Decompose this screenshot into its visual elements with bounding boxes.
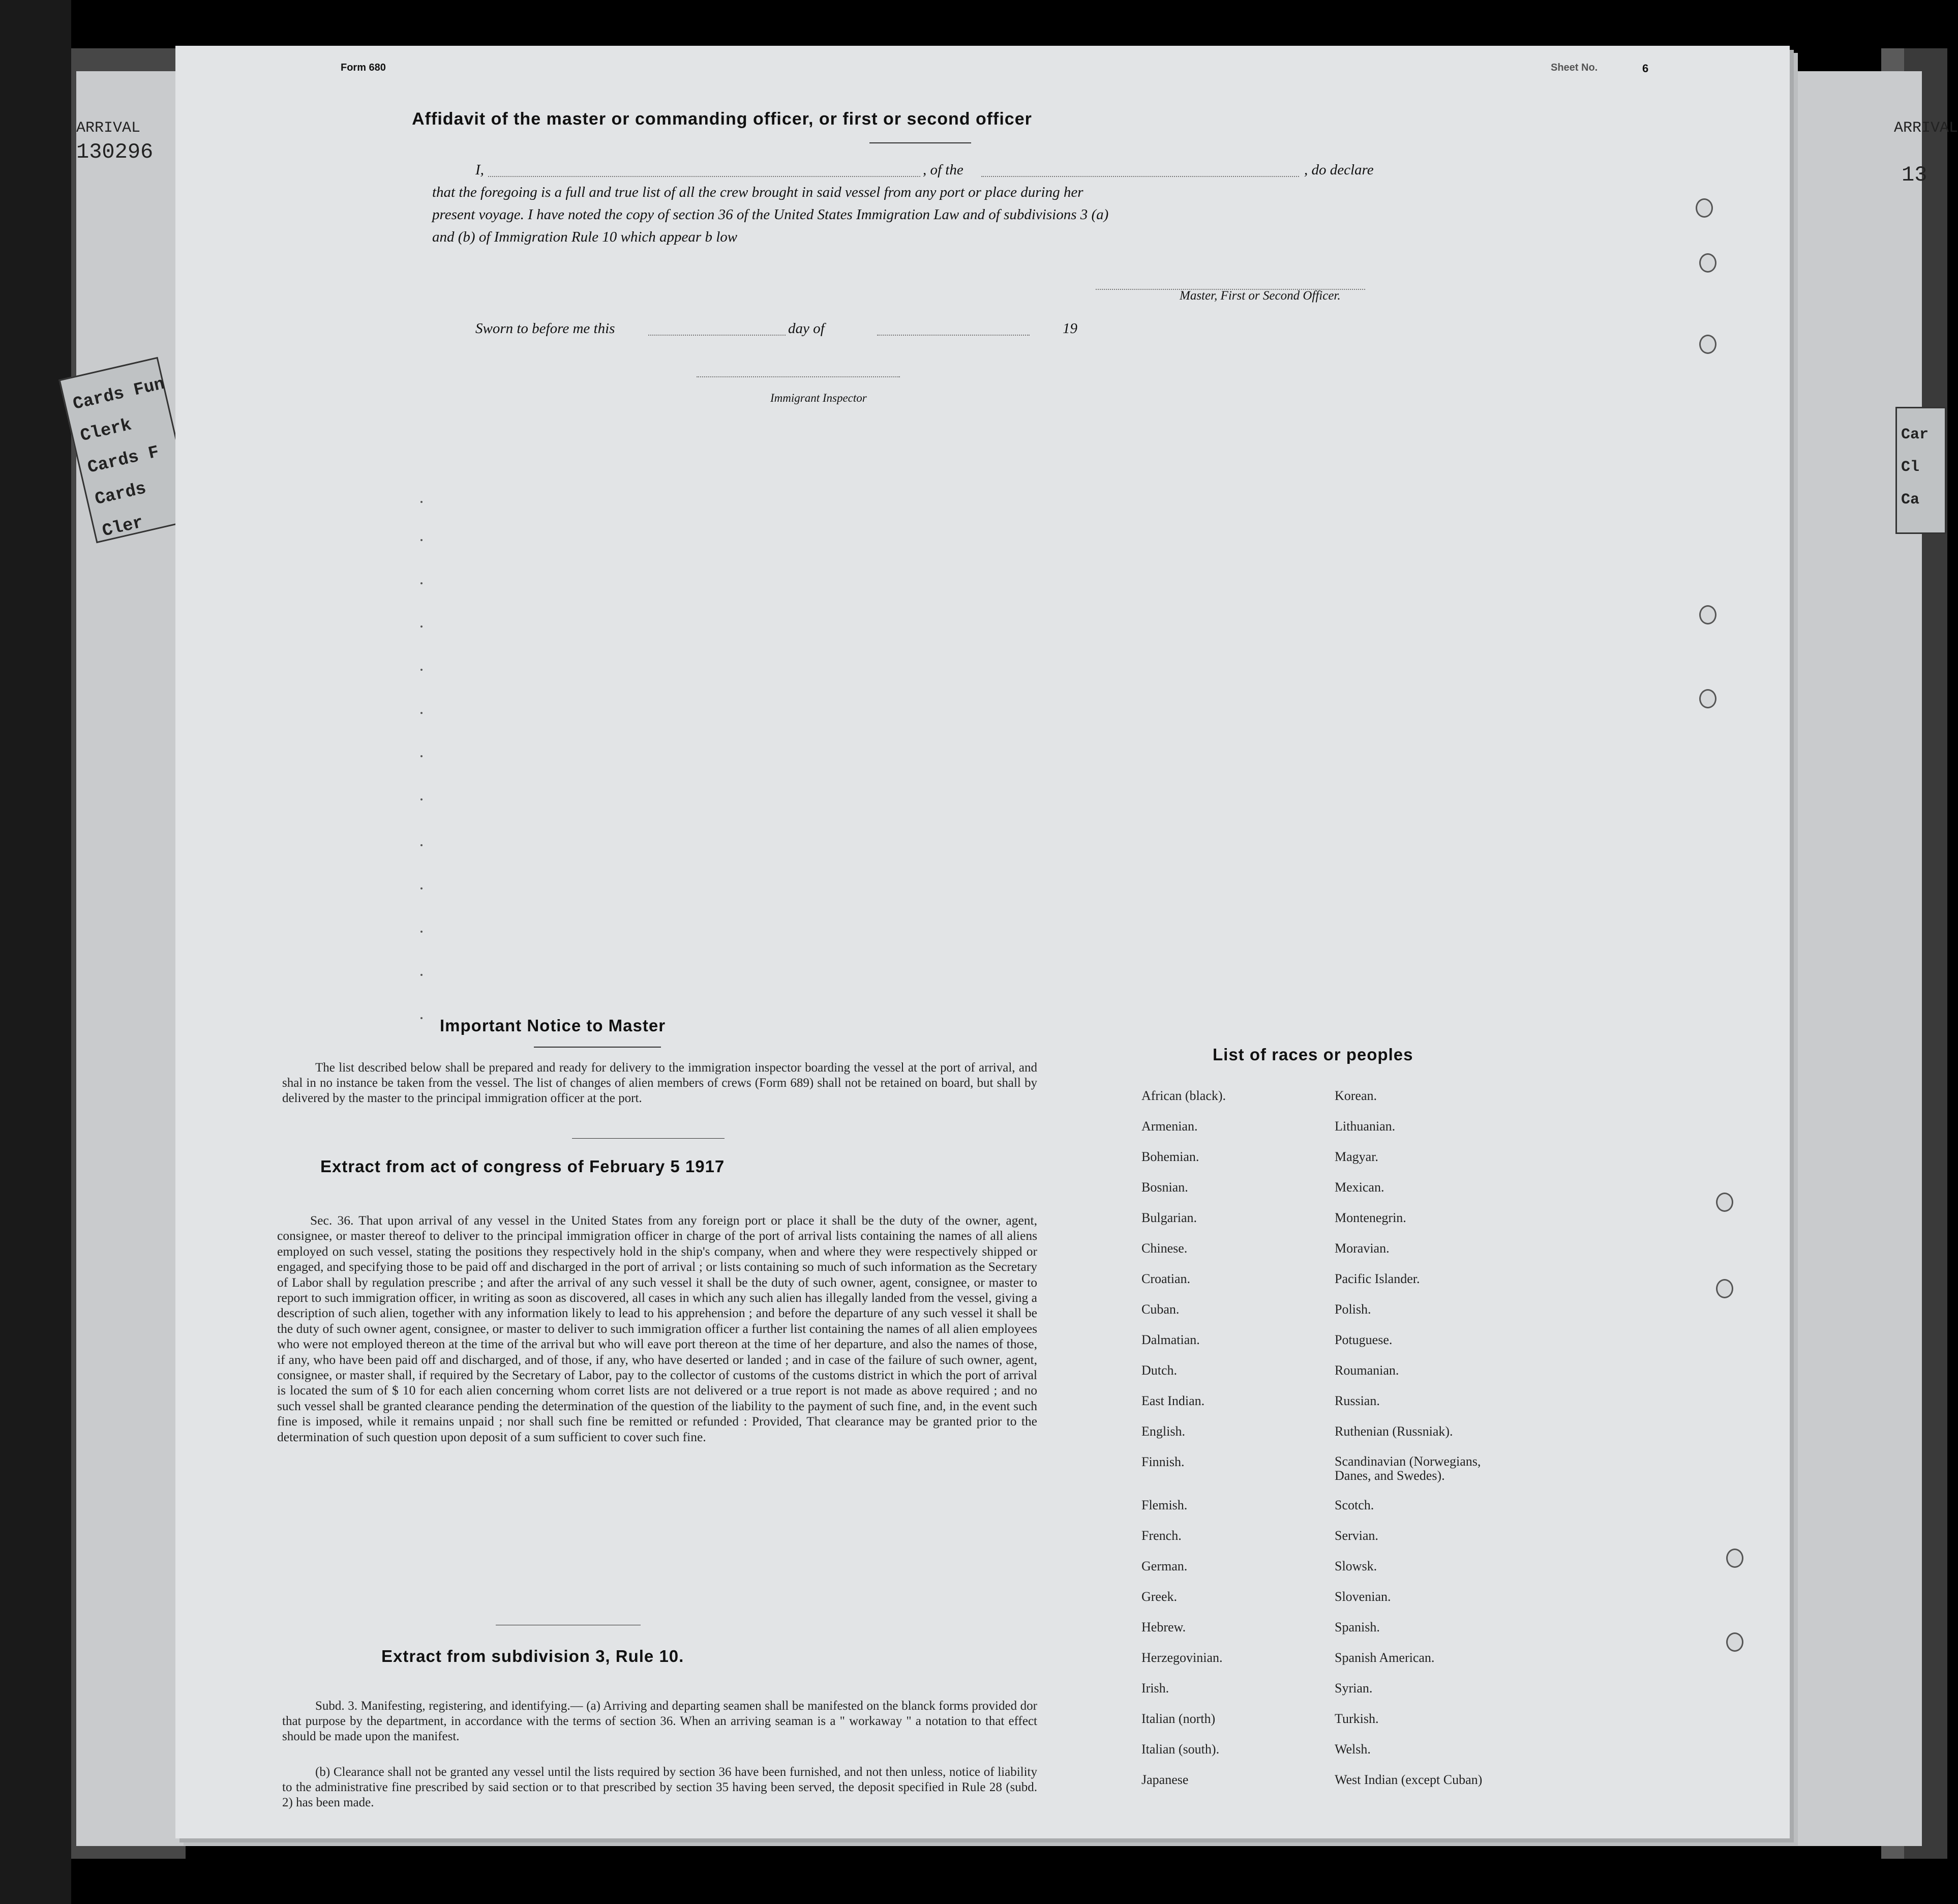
race-item: Slovenian. — [1335, 1589, 1391, 1604]
notice-body: The list described below shall be prepared and ready for delivery to the immigration inspector boarding the vessel at the port of arrival, and shal in no instance be taken from the vessel. The list of changes of alien members of crews (Form 689) shall not be retained on board, but shall by delivered by the master to the principal immigration officer at the port. — [282, 1061, 1037, 1105]
list-dot — [420, 887, 423, 889]
right-arrival-number: 13 — [1902, 163, 1927, 187]
affidavit-line4: and (b) of Immigration Rule 10 which appear b low — [432, 229, 738, 245]
race-item: Italian (south). — [1141, 1742, 1220, 1757]
race-item: Hebrew. — [1141, 1620, 1186, 1634]
punch-hole-icon — [1726, 1632, 1743, 1652]
affidavit-title: Affidavit of the master or commanding officer, or first or second officer — [412, 109, 1032, 129]
race-item: Croatian. — [1141, 1271, 1191, 1286]
race-item: Chinese. — [1141, 1241, 1188, 1256]
list-dot — [420, 626, 423, 628]
extract2-title: Extract from subdivision 3, Rule 10. — [381, 1647, 684, 1665]
race-item: Italian (north) — [1141, 1711, 1216, 1726]
race-item: Moravian. — [1335, 1241, 1390, 1256]
race-item: Roumanian. — [1335, 1363, 1399, 1378]
sheet-label: Sheet No. — [1551, 62, 1598, 73]
right-arrival-label: ARRIVAL — [1894, 120, 1958, 137]
race-item: Spanish American. — [1335, 1650, 1435, 1665]
punch-hole-icon — [1699, 689, 1716, 708]
race-item: Japanese — [1141, 1772, 1189, 1787]
race-item: Bulgarian. — [1141, 1210, 1197, 1225]
inspector-signature-line[interactable] — [697, 375, 900, 377]
document-page — [175, 46, 1790, 1838]
race-item: English. — [1141, 1424, 1185, 1439]
race-item: Scandinavian (Norwegians, Danes, and Swedes). — [1335, 1454, 1481, 1483]
race-item: Herzegovinian. — [1141, 1650, 1223, 1665]
punch-hole-icon — [1699, 605, 1716, 624]
inspector-caption: Immigrant Inspector — [770, 392, 867, 404]
stamp-line: Ca — [1901, 491, 1920, 509]
notice-rule — [534, 1047, 661, 1048]
sworn-year: 19 — [1063, 320, 1077, 337]
stamp-line: Car — [1901, 426, 1929, 443]
stamp-line: Cl — [1901, 459, 1920, 476]
list-dot — [420, 931, 423, 933]
race-item: Servian. — [1335, 1528, 1378, 1543]
punch-hole-icon — [1726, 1549, 1743, 1568]
race-item: Potuguese. — [1335, 1332, 1393, 1347]
list-dot — [420, 539, 423, 541]
form-number: Form 680 — [341, 62, 386, 73]
right-stamp — [1895, 407, 1946, 534]
race-item: Montenegrin. — [1335, 1210, 1406, 1225]
background-left — [0, 0, 71, 1904]
extract1-body: Sec. 36. That upon arrival of any vessel in the United States from any foreign port or place it shall be the duty of the owner, agent, consignee, or master thereof to deliver to the principal immigration officer in charge of the port of arrival lists containing the names of all aliens employed on such vessel, stating the positions they respectively hold in the ship's company, when and where they were respectively shipped or engaged, and specifying those to be paid off and discharged in the port of arrival ; or lists containing so much of such information as the Secretary of Labor shall by regulation prescribe ; and after the arrival of any such vessel it shall be the duty of such owner, agent, consignee, or master to report to such immigration officer, in writing as soon as discovered, all cases in which any such alien has illegally landed from the vessel, giving a description of such alien, together with any information likely to lead to his apprehension ; and before the departure of any such vessel it shall be the duty of such owner agent, consignee, or master to deliver to such immigration officer a further list containing the names of all alien employees who were not employed thereon at the time of the arrival but who will eave port thereon at the time of her departure, and also the names of those, if any, who have been paid off and discharged, and of those, if any, who have deserted or landed ; and in case of the failure of such owner, agent, consignee, or master shall, if required by the Secretary of Labor, pay to the collector of customs of the customs district in which the port of arrival is located the sum of $ 10 for each alien concerning whom corret lists are not delivered or a true report is not made as above required ; and no such vessel shall be granted clearance pending the determination of the question of the liability to the payment of such fine, and, in the event such fine is imposed, while it remains unpaid ; nor shall such fine be remitted or refunded : Provided, That clearance may be granted prior to the determination of such question upon deposit of a sum sufficient to cover such fine. — [277, 1213, 1037, 1444]
notice-end-rule — [572, 1138, 725, 1139]
race-item: West Indian (except Cuban) — [1335, 1772, 1483, 1787]
punch-hole-icon — [1699, 253, 1716, 273]
race-item: Dutch. — [1141, 1363, 1178, 1378]
sworn-prefix: Sworn to before me this — [475, 320, 615, 337]
affidavit-line3: present voyage. I have noted the copy of section 36 of the United States Immigration Law and of subdivisions 3 (a) — [432, 206, 1109, 223]
race-item: African (black). — [1141, 1088, 1226, 1103]
race-item: Mexican. — [1335, 1180, 1384, 1195]
punch-hole-icon — [1699, 335, 1716, 354]
race-item: Flemish. — [1141, 1498, 1188, 1512]
race-item: Irish. — [1141, 1681, 1169, 1695]
punch-hole-icon — [1716, 1193, 1733, 1212]
extract1-title: Extract from act of congress of February 5 1917 — [320, 1157, 725, 1176]
affidavit-of-the: , of the — [923, 162, 963, 178]
race-item: Spanish. — [1335, 1620, 1380, 1634]
race-item: Dalmatian. — [1141, 1332, 1200, 1347]
title-rule — [869, 142, 971, 143]
sworn-day-field[interactable] — [648, 334, 786, 336]
list-dot — [420, 974, 423, 976]
sworn-day-of: day of — [788, 320, 825, 337]
vessel-field[interactable] — [981, 175, 1299, 177]
race-item: Turkish. — [1335, 1711, 1379, 1726]
race-item: Syrian. — [1335, 1681, 1373, 1695]
race-item: Pacific Islander. — [1335, 1271, 1420, 1286]
name-field[interactable] — [488, 175, 920, 177]
notice-title: Important Notice to Master — [440, 1016, 666, 1035]
race-item: Welsh. — [1335, 1742, 1371, 1757]
list-dot — [420, 844, 423, 846]
race-item: Finnish. — [1141, 1454, 1185, 1469]
list-dot — [420, 669, 423, 671]
stamp-line: Cards Fun — [71, 374, 167, 415]
officer-caption: Master, First or Second Officer. — [1180, 289, 1341, 303]
extract2-body-b: (b) Clearance shall not be granted any vessel until the lists required by section 36 have been furnished, and not then unless, notice of liability to the administrative fine prescribed by said section or to that prescribed by section 35 having been served, the deposit specified in Rule 28 (subd. 2) has been made. — [282, 1765, 1037, 1809]
affidavit-i: I, — [475, 162, 484, 178]
race-item: Scotch. — [1335, 1498, 1374, 1512]
punch-hole-icon — [1696, 198, 1713, 218]
race-item: Armenian. — [1141, 1119, 1198, 1134]
punch-hole-icon — [1716, 1279, 1733, 1298]
race-item: Slowsk. — [1335, 1559, 1377, 1573]
list-dot — [420, 501, 423, 503]
race-item: Ruthenian (Russniak). — [1335, 1424, 1453, 1439]
left-arrival-label: ARRIVAL — [76, 120, 141, 137]
race-item: Korean. — [1335, 1088, 1377, 1103]
race-item: East Indian. — [1141, 1393, 1205, 1408]
stamp-line: Cards F — [85, 442, 161, 478]
list-dot — [420, 755, 423, 757]
sworn-month-field[interactable] — [877, 334, 1030, 336]
race-item: Lithuanian. — [1335, 1119, 1396, 1134]
affidavit-declare: , do declare — [1304, 162, 1374, 178]
list-dot — [420, 582, 423, 584]
race-item: French. — [1141, 1528, 1182, 1543]
stamp-line: Cler — [100, 513, 145, 542]
race-item: Greek. — [1141, 1589, 1178, 1604]
list-dot — [420, 798, 423, 800]
left-arrival-number: 130296 — [76, 140, 154, 164]
race-item: Polish. — [1335, 1302, 1371, 1317]
list-dot — [420, 712, 423, 714]
races-title: List of races or peoples — [1213, 1045, 1413, 1064]
stamp-line: Cards — [93, 479, 148, 510]
stamp-line: Clerk — [78, 415, 134, 447]
race-item: Cuban. — [1141, 1302, 1180, 1317]
race-item: German. — [1141, 1559, 1188, 1573]
race-item: Bohemian. — [1141, 1149, 1199, 1164]
race-item: Russian. — [1335, 1393, 1380, 1408]
race-item: Magyar. — [1335, 1149, 1378, 1164]
extract2-body-a: Subd. 3. Manifesting, registering, and identifying.— (a) Arriving and departing seamen shall be manifested on the blanck forms provided dor that purpose by the department, in accordance with the terms of section 36. When an arriving seaman is a " workaway " a notation to that effect should be made upon the manifest. — [282, 1699, 1037, 1743]
list-dot — [420, 1017, 423, 1019]
race-item: Bosnian. — [1141, 1180, 1188, 1195]
affidavit-line2: that the foregoing is a full and true list of all the crew brought in said vessel from any port or place during her — [432, 184, 1083, 200]
sheet-number: 6 — [1642, 62, 1649, 75]
